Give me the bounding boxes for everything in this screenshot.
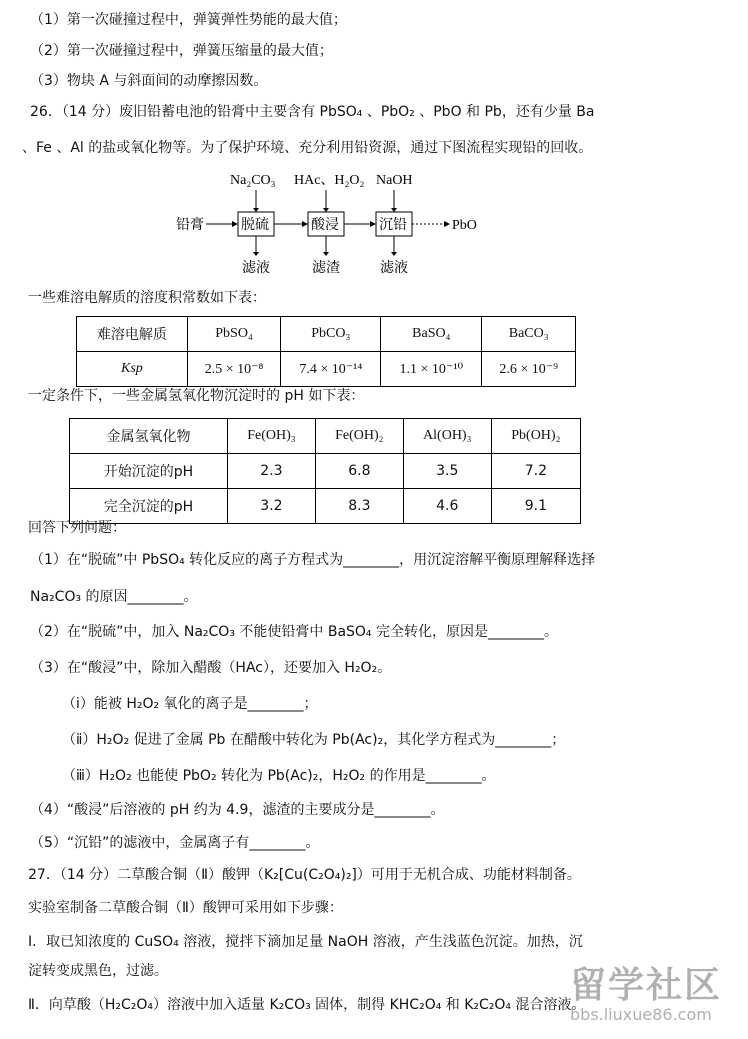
output-filtrate-2: 滤液 bbox=[380, 261, 408, 276]
process-flow-diagram bbox=[170, 168, 490, 283]
q27-heading: 27．（14 分）二草酸合铜（Ⅱ）酸钾（K₂[Cu(C₂O₄)₂]）可用于无机合成、功能材料制备。 bbox=[28, 867, 581, 883]
cell: 2.5 × 10⁻⁸ bbox=[187, 352, 281, 387]
ksp-intro: 一些难溶电解质的溶度积常数如下表： bbox=[28, 290, 266, 306]
table-row bbox=[70, 454, 581, 489]
reagent-hac-h2o2: HAc、H₂O₂ bbox=[294, 173, 365, 188]
q27-step1: Ⅰ．取已知浓度的 CuSO₄ 溶液，搅拌下滴加足量 NaOH 溶液，产生浅蓝色沉淀。加热，沉 bbox=[28, 934, 583, 950]
table-row bbox=[70, 489, 581, 524]
q25-part3: （3）物块 A 与斜面间的动摩擦因数。 bbox=[30, 73, 268, 89]
svg-text:沉铅: 沉铅 bbox=[379, 218, 407, 233]
ph-table bbox=[69, 418, 581, 524]
answer-prompt: 回答下列问题： bbox=[28, 520, 126, 536]
q26-part3: （3）在“酸浸”中，除加入醋酸（HAc），还要加入 H₂O₂。 bbox=[30, 660, 392, 676]
reagent-naoh: NaOH bbox=[376, 173, 413, 188]
header-cell: BaCO₃ bbox=[482, 317, 576, 352]
q26-part1-cont: Na₂CO₃ 的原因________。 bbox=[30, 589, 198, 605]
cell: 7.4 × 10⁻¹⁴ bbox=[281, 352, 381, 387]
q26-part5: （5）“沉铅”的滤液中，金属离子有________。 bbox=[30, 835, 320, 851]
header-cell: 难溶电解质 bbox=[77, 317, 188, 352]
output-filtrate-1: 滤液 bbox=[242, 261, 270, 276]
cell: 6.8 bbox=[315, 454, 403, 489]
svg-text:酸浸: 酸浸 bbox=[311, 218, 339, 233]
output-residue: 滤渣 bbox=[312, 261, 340, 276]
flow-input: 铅膏 bbox=[176, 218, 204, 233]
q25-part1: （1）第一次碰撞过程中，弹簧弹性势能的最大值； bbox=[30, 12, 347, 28]
table-row bbox=[77, 317, 576, 352]
header-cell: PbSO₄ bbox=[187, 317, 281, 352]
reagent-na2co3: Na₂CO₃ bbox=[230, 173, 276, 188]
cell: 4.6 bbox=[403, 489, 491, 524]
q27-intro: 实验室制备二草酸合铜（Ⅱ）酸钾可采用如下步骤： bbox=[28, 900, 343, 916]
cell: 9.1 bbox=[491, 489, 580, 524]
ph-intro: 一定条件下，一些金属氢氧化物沉淀时的 pH 如下表： bbox=[28, 388, 365, 404]
q26-part3-iii: （ⅲ）H₂O₂ 也能使 PbO₂ 转化为 Pb(Ac)₂，H₂O₂ 的作用是________。 bbox=[62, 768, 496, 784]
step-precipitate-lead bbox=[376, 173, 413, 276]
ksp-table bbox=[76, 316, 576, 387]
cell: 3.2 bbox=[227, 489, 315, 524]
header-cell: BaSO₄ bbox=[381, 317, 482, 352]
q26-heading: 26．（14 分）废旧铅蓄电池的铅膏中主要含有 PbSO₄ 、PbO₂ 、PbO 和 Pb，还有少量 Ba bbox=[30, 104, 595, 120]
cell: 8.3 bbox=[315, 489, 403, 524]
cell: 2.6 × 10⁻⁹ bbox=[482, 352, 576, 387]
q25-part2: （2）第一次碰撞过程中，弹簧压缩量的最大值； bbox=[30, 43, 333, 59]
header-cell: Pb(OH)₂ bbox=[491, 419, 580, 454]
cell: 3.5 bbox=[403, 454, 491, 489]
header-cell: Fe(OH)₂ bbox=[315, 419, 403, 454]
flow-product: PbO bbox=[452, 218, 477, 233]
table-row bbox=[77, 352, 576, 387]
q27-step2: Ⅱ．向草酸（H₂C₂O₄）溶液中加入适量 K₂CO₃ 固体，制得 KHC₂O₄ 和 K₂C₂O₄ 混合溶液。 bbox=[28, 997, 586, 1013]
cell: 7.2 bbox=[491, 454, 580, 489]
q26-part3-i: （ⅰ）能被 H₂O₂ 氧化的离子是________； bbox=[62, 696, 318, 712]
header-cell: Al(OH)₃ bbox=[403, 419, 491, 454]
arrow-head bbox=[232, 221, 238, 227]
q27-step1-cont: 淀转变成黑色，过滤。 bbox=[28, 963, 168, 979]
q26-part1: （1）在“脱硫”中 PbSO₄ 转化反应的离子方程式为________，用沉淀溶解平衡原理解释选择 bbox=[30, 552, 596, 568]
q26-heading-cont: 、Fe 、Al 的盐或氧化物等。为了保护环境、充分利用铅资源，通过下图流程实现铅的回收。 bbox=[22, 140, 593, 156]
header-cell: Fe(OH)₃ bbox=[227, 419, 315, 454]
watermark-logo-text: 留学社区 bbox=[570, 965, 723, 1006]
cell: 1.1 × 10⁻¹⁰ bbox=[381, 352, 482, 387]
svg-text:脱硫: 脱硫 bbox=[241, 218, 269, 233]
row-label: Ksp bbox=[77, 352, 188, 387]
q26-part4: （4）“酸浸”后溶液的 pH 约为 4.9，滤渣的主要成分是________。 bbox=[30, 802, 445, 818]
row-label: 开始沉淀的pH bbox=[70, 454, 228, 489]
q26-part2: （2）在“脱硫”中，加入 Na₂CO₃ 不能使铅膏中 BaSO₄ 完全转化，原因是________。 bbox=[30, 624, 558, 640]
q26-part3-ii: （ⅱ）H₂O₂ 促进了金属 Pb 在醋酸中转化为 Pb(Ac)₂，其化学方程式为________； bbox=[62, 732, 566, 748]
watermark-logo bbox=[570, 966, 740, 1024]
cell: 2.3 bbox=[227, 454, 315, 489]
header-cell: 金属氢氧化物 bbox=[70, 419, 228, 454]
table-row bbox=[70, 419, 581, 454]
watermark-url: bbs.liuxue86.com bbox=[570, 1005, 712, 1024]
row-label: 完全沉淀的pH bbox=[70, 489, 228, 524]
header-cell: PbCO₃ bbox=[281, 317, 381, 352]
